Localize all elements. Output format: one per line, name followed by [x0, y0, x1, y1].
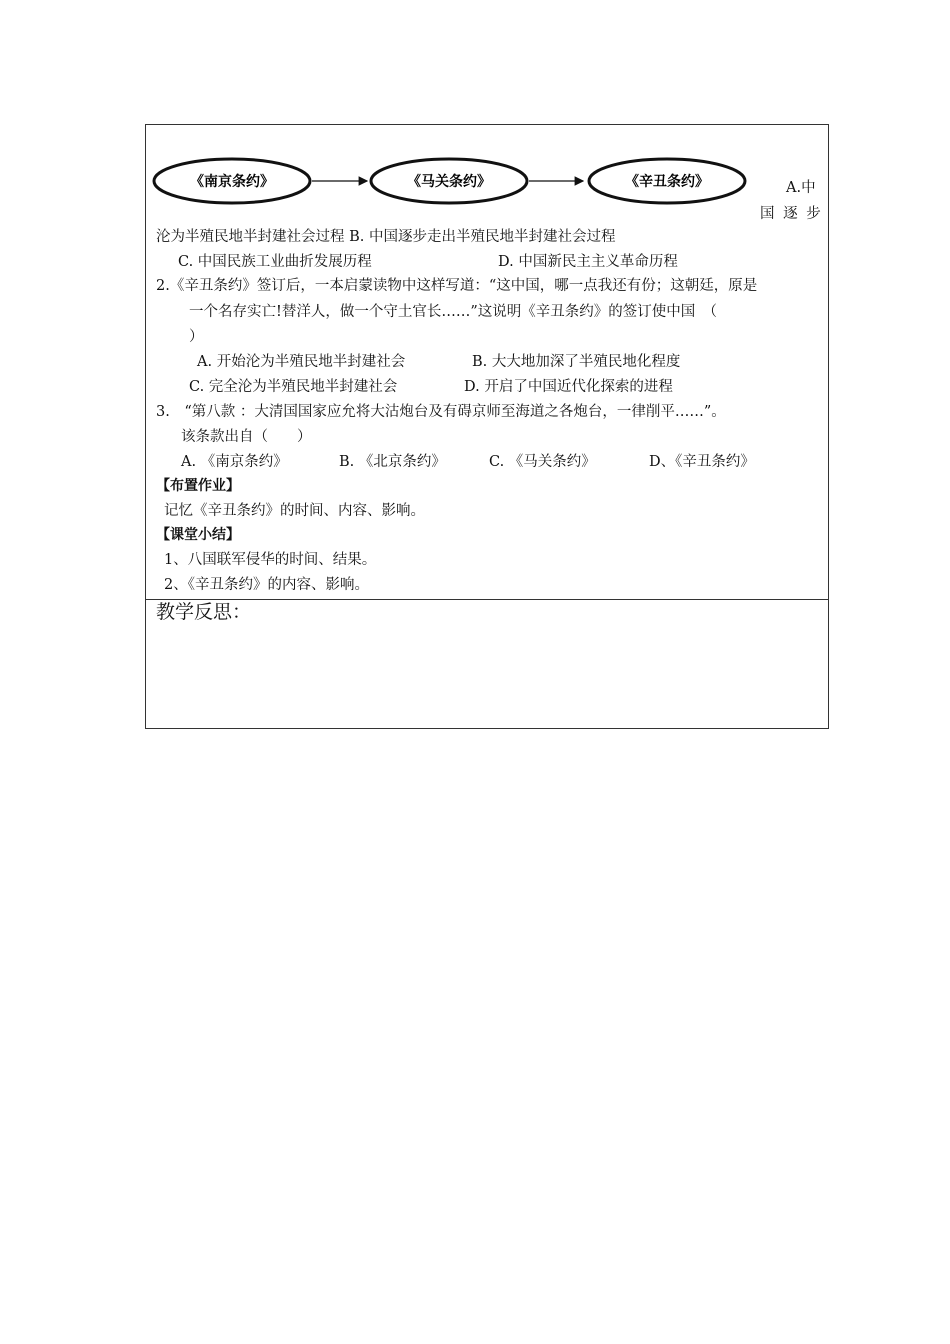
- homework-content: 记忆《辛丑条约》的时间、内容、影响。: [164, 503, 425, 519]
- homework-heading: 【布置作业】: [156, 478, 240, 494]
- q3-option-b: B. 《北京条约》: [339, 454, 446, 470]
- treaty-flow-diagram: [152, 156, 752, 208]
- q1-option-a-continued: 国 逐 步: [760, 206, 823, 222]
- q1-option-a-start: A.中: [786, 180, 816, 196]
- q2-option-a: A. 开始沦为半殖民地半封建社会: [197, 354, 406, 370]
- reflection-heading: 教学反思：: [156, 601, 252, 623]
- summary-item-1: 1、八国联军侵华的时间、结果。: [164, 552, 377, 568]
- q2-stem-line3: ）: [189, 329, 204, 345]
- q3-stem-line1: 3. “第八款 ：大清国国家应允将大沽炮台及有碍京师至海道之各炮台，一律削平……”。: [156, 404, 726, 420]
- lesson-table: [145, 124, 829, 729]
- q2-stem-line2: 一个名存实亡!替洋人，做一个守土官长……”这说明《辛丑条约》的签订使中国 （: [189, 304, 717, 320]
- q3-stem-line2: 该条款出自（ ）: [181, 429, 312, 445]
- flow-node-maguan-label: 《马关条约》: [407, 174, 491, 190]
- summary-item-2: 2、《辛丑条约》的内容、影响。: [164, 577, 369, 593]
- summary-heading: 【课堂小结】: [156, 527, 240, 543]
- q2-stem-line1: 2.《辛丑条约》签订后，一本启蒙读物中这样写道：“这中国，哪一点我还有份；这朝廷，原是: [156, 278, 758, 294]
- q2-option-c: C. 完全沦为半殖民地半封建社会: [189, 379, 398, 395]
- q3-option-c: C. 《马关条约》: [489, 454, 596, 470]
- q2-option-d: D. 开启了中国近代化探索的进程: [464, 379, 673, 395]
- q2-option-b: B. 大大地加深了半殖民地化程度: [472, 354, 681, 370]
- q1-options-line: 沦为半殖民地半封建社会过程 B. 中国逐步走出半殖民地半封建社会过程: [156, 229, 616, 245]
- q3-option-a: A. 《南京条约》: [181, 454, 288, 470]
- q1-option-c: C. 中国民族工业曲折发展历程: [178, 254, 372, 270]
- flow-node-xinchou-label: 《辛丑条约》: [625, 174, 709, 190]
- q3-option-d: D、《辛丑条约》: [649, 454, 755, 470]
- table-row-divider: [146, 599, 828, 600]
- flow-node-nanjing-label: 《南京条约》: [190, 174, 274, 190]
- q1-option-d: D. 中国新民主主义革命历程: [498, 254, 678, 270]
